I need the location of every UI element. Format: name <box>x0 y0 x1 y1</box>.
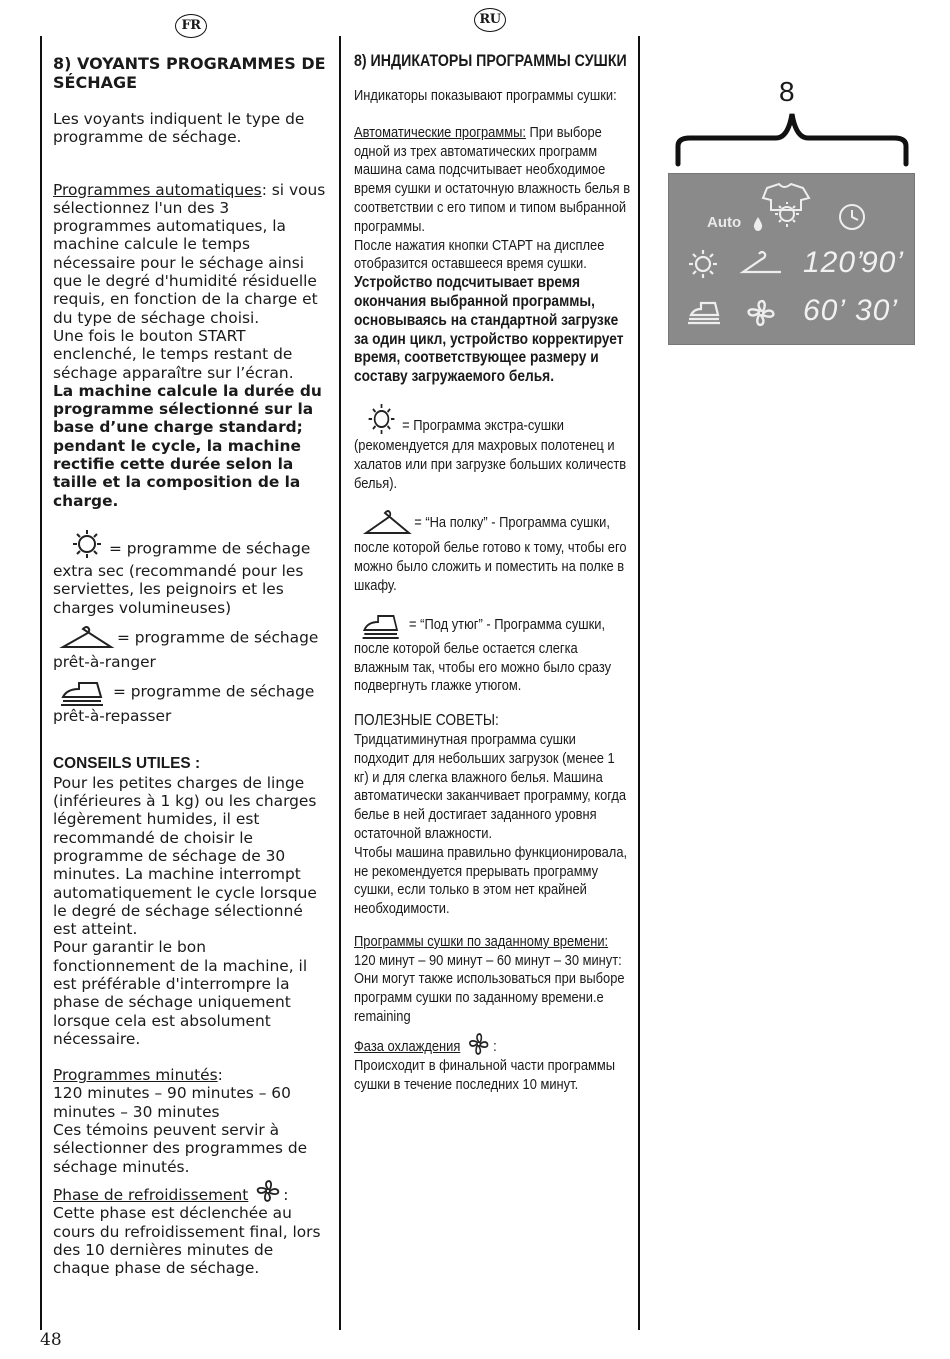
fr-tips-text2: Pour garantir le bon fonctionnement de la machine, il est préférable d'interrompre la phase de séchage uniquement lorsque cela est absolument nécessaire. <box>53 938 308 1048</box>
ru-extra-dry <box>354 415 632 493</box>
fr-auto-text: : si vous sélectionnez l'un des 3 programmes automatiques, la machine calcule le temps nécessaire pour le séchage ainsi que le degré d'humidité résiduelle requis, en fonction de la charge et du type de séchage choisi. <box>53 180 326 327</box>
fr-cool-text: Cette phase est déclenchée au cours du refroidissement final, lors des 10 dernières minutes de chaque phase de séchage. <box>53 1204 321 1278</box>
fr-timed-heading <box>53 1066 329 1084</box>
auto-label: Auto <box>707 214 742 231</box>
time-90: 90’ <box>861 246 905 279</box>
fr-ready-store-text: = programme de séchage prêt-à-ranger <box>53 628 319 671</box>
column-divider-middle <box>339 36 341 1330</box>
fr-auto-label: Programmes automatiques <box>53 180 262 199</box>
hanger-icon <box>53 623 117 653</box>
fr-cool-label: Phase de refroidissement <box>53 1185 249 1204</box>
fr-start-text: Une fois le bouton START enclenché, le temps restant de séchage apparaître sur l’écran. <box>53 326 294 382</box>
ru-timed-list: 120 минут – 90 минут – 60 минут – 30 минут: <box>354 951 622 969</box>
iron-icon <box>354 610 409 640</box>
iron-icon <box>53 677 113 707</box>
ru-tips-title: ПОЛЕЗНЫЕ СОВЕТЫ: <box>354 712 499 730</box>
ru-extra-dry-text: = Программа экстра-сушки (рекомендуется для махровых полотенец и халатов или при загрузке больших количеств белья). <box>354 416 627 492</box>
page-number: 48 <box>40 1330 62 1350</box>
hanger-icon <box>739 248 785 278</box>
ru-timed-text: Они могут также использоваться при выборе программ сушки по заданному времени.e remaining <box>354 970 625 1026</box>
ru-tips-text2: Чтобы машина правильно функционировала, не рекомендуется прерывать программу сушки, если только в этом нет крайней необходимости. <box>354 843 628 918</box>
ru-start-text: После нажатия кнопки СТАРТ на дисплее отобразится оставшееся время сушки. <box>354 236 605 273</box>
language-badge-ru: RU <box>474 8 506 32</box>
sun-icon <box>354 401 402 437</box>
ru-bold-text: Устройство подсчитывает время окончания выбранной программы, основываясь на стандартной загрузке за один цикл, устройство корректирует время, соответствующее размеру и составу загружаемого белья. <box>354 274 624 386</box>
fr-cool-heading <box>53 1186 329 1205</box>
fr-auto-paragraph <box>53 181 329 327</box>
fr-bold-text: La machine calcule la durée du programme sélectionné sur la base d’une charge standard; pendant le cycle, la machine rectifie cette durée selon la taille et la composition de la charge. <box>53 381 322 510</box>
ru-auto-text: При выборе одной из трех автоматических программ машина сама подсчитывает необходимое время сушки и остаточную влажность белья в соответствии с его типом и типом выбранной программы. <box>354 123 631 235</box>
ru-tips-text1: Тридцатиминутная программа сушки подходит для небольших загрузок (менее 1 кг) и для слегка влажного белья. Машина автоматически заканчивает программу, когда белье в ней достигает заданного уровня остаточной влажности. <box>354 730 627 842</box>
hanger-icon <box>354 507 414 539</box>
russian-column <box>354 52 632 1094</box>
french-column <box>53 54 329 1278</box>
indicator-panel <box>668 173 915 345</box>
fan-icon <box>743 296 779 330</box>
fr-extra-dry <box>53 536 329 617</box>
iron-icon <box>685 299 725 327</box>
shirt-sun-icon <box>761 180 817 230</box>
ru-auto-paragraph <box>354 124 632 237</box>
fr-timed-list: 120 minutes – 90 minutes – 60 minutes – 30 minutes <box>53 1084 291 1121</box>
language-badge-fr: FR <box>175 14 207 38</box>
fr-tips-title: CONSEILS UTILES : <box>53 755 201 773</box>
ru-timed-label: Программы сушки по заданному времени: <box>354 932 609 950</box>
fr-tips-text1: Pour les petites charges de linge (inférieures à 1 kg) ou les charges légèrement humides, il est recommandé de choisir le programme de séchage de 30 minutes. La machine interrompt automatiquement le cycle lorsque le degré de séchage sélectionné est atteint. <box>53 773 317 939</box>
ru-cool-colon: : <box>493 1037 497 1055</box>
ru-cool-text: Происходит в финальной части программы сушки в течение последних 10 минут. <box>354 1056 616 1093</box>
fr-ready-iron <box>53 677 329 725</box>
clock-icon <box>837 202 867 232</box>
time-60: 60’ <box>803 294 847 327</box>
time-30: 30’ <box>855 294 899 327</box>
sun-icon <box>687 248 719 280</box>
ru-cool-label: Фаза охлаждения <box>354 1037 461 1055</box>
fr-timed-colon: : <box>217 1066 223 1085</box>
callout-number: 8 <box>779 76 795 107</box>
time-120: 120’ <box>803 246 864 279</box>
ru-intro: Индикаторы показывают программы сушки: <box>354 87 617 104</box>
ru-ready-iron-text: = “Под утюг” - Программа сушки, после которой белье остается слегка влажным так, чтобы его можно было сразу подвергнуть глажке утюгом. <box>354 615 612 695</box>
ru-ready-store <box>354 507 632 595</box>
fr-ready-store <box>53 623 329 671</box>
column-divider-right <box>638 36 640 1330</box>
fr-timed-label: Programmes minutés <box>53 1066 218 1085</box>
fr-intro: Les voyants indiquent le type de programme de séchage. <box>53 110 305 147</box>
brace-graphic <box>672 110 914 170</box>
fr-ready-iron-text: = programme de séchage prêt-à-repasser <box>53 682 315 726</box>
ru-ready-iron <box>354 610 632 696</box>
sun-icon <box>53 528 109 562</box>
column-divider-left <box>40 36 42 1330</box>
fr-extra-dry-text: = programme de séchage extra sec (recommandé pour les serviettes, les peignoirs et les charges volumineuses) <box>53 539 311 617</box>
ru-auto-label: Автоматические программы: <box>354 123 526 141</box>
fan-icon <box>464 1031 493 1057</box>
ru-section-title: 8) ИНДИКАТОРЫ ПРОГРАММЫ СУШКИ <box>354 52 627 70</box>
fr-cool-colon: : <box>283 1185 289 1204</box>
fr-timed-text: Ces témoins peuvent servir à sélectionner des programmes de séchage minutés. <box>53 1121 308 1176</box>
fr-section-title: 8) VOYANTS PROGRAMMES DE SÉCHAGE <box>53 54 326 92</box>
fan-icon <box>253 1178 283 1204</box>
ru-cool-heading <box>354 1037 632 1057</box>
ru-ready-store-text: = “На полку” - Программа сушки, после которой белье готово к тому, чтобы его можно было сложить и поместить на полке в шкафу. <box>354 514 627 594</box>
